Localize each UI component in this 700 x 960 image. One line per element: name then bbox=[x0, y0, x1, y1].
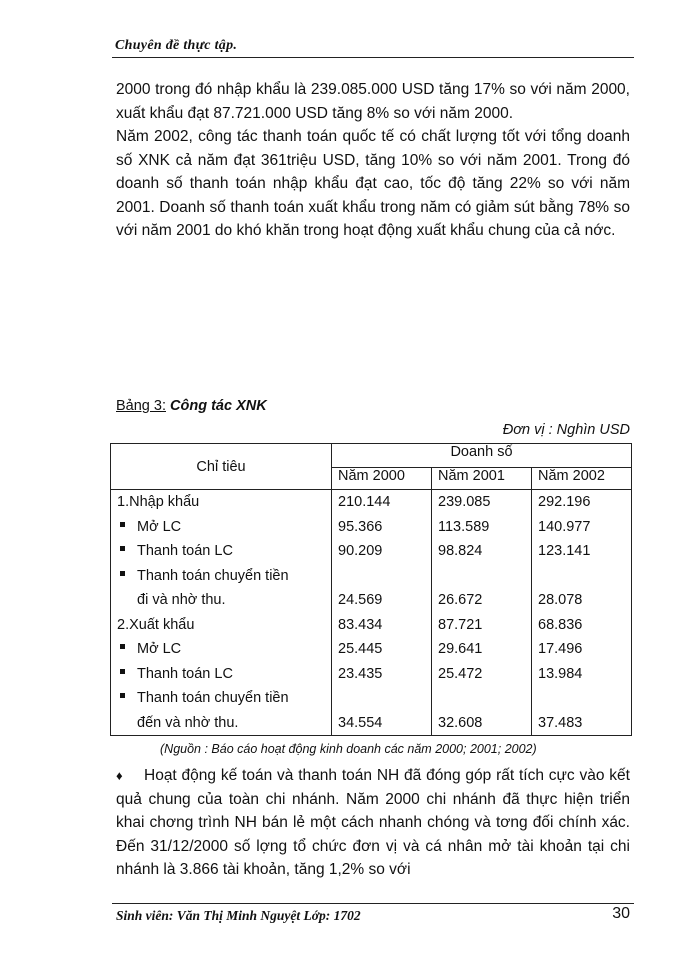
value-cell: 210.144 bbox=[338, 494, 391, 510]
value-cell: 292.196 bbox=[538, 494, 591, 510]
document-header-title: Chuyên đề thực tập. bbox=[115, 38, 238, 53]
value-cell: 140.977 bbox=[538, 518, 591, 535]
criteria-row bbox=[117, 564, 325, 589]
header-year-2000: Năm 2000 bbox=[332, 468, 432, 490]
xnk-table bbox=[110, 443, 632, 736]
value-cell bbox=[438, 686, 525, 711]
criteria-label: Thanh toán chuyển tiền bbox=[137, 690, 289, 706]
value-cell: 24.569 bbox=[338, 592, 383, 608]
criteria-label: Mở LC bbox=[137, 518, 182, 535]
criteria-row bbox=[117, 686, 325, 711]
value-cell bbox=[338, 564, 425, 589]
criteria-row bbox=[117, 539, 325, 564]
page-number: 30 bbox=[612, 905, 630, 922]
value-cell bbox=[338, 686, 425, 711]
paragraph-2 bbox=[116, 764, 630, 882]
header-criteria: Chỉ tiêu bbox=[111, 444, 332, 490]
header-revenue: Doanh số bbox=[332, 444, 632, 468]
criteria-row bbox=[117, 711, 325, 736]
value-cell: 23.435 bbox=[338, 665, 383, 682]
paragraph-1-line-a: 2000 trong đó nhập khẩu là 239.085.000 USD tăng 17% so với năm 2000, xuất khẩu đạt 87.721.000 USD tăng 8% so với năm 2000. bbox=[116, 81, 630, 122]
value-cell: 29.641 bbox=[438, 641, 483, 657]
value-cell: 32.608 bbox=[438, 714, 483, 731]
value-cell bbox=[538, 564, 625, 589]
value-cell: 98.824 bbox=[438, 543, 483, 559]
criteria-column bbox=[111, 490, 332, 736]
value-cell: 17.496 bbox=[538, 641, 583, 657]
criteria-label: đi và nhờ thu. bbox=[137, 592, 226, 608]
criteria-label: Thanh toán chuyển tiền bbox=[137, 567, 289, 584]
criteria-row bbox=[117, 637, 325, 662]
paragraph-2-text: Hoạt động kế toán và thanh toán NH đã đóng góp rất tích cực vào kết quả chung của toàn chi nhánh. Năm 2000 chi nhánh đã thực hiện triển khai chơng trình NH bán lẻ một cách nhanh chóng và tơng đối chính xác. Đến 31/12/2000 số lợng tổ chức đơn vị và cá nhân mở tài khoản tại chi nhánh là 3.866 tài khoản, tăng 1,2% so với bbox=[116, 767, 630, 878]
value-cell: 34.554 bbox=[338, 714, 383, 731]
value-cell: 90.209 bbox=[338, 543, 383, 559]
value-cell: 13.984 bbox=[538, 665, 583, 682]
criteria-label: Thanh toán LC bbox=[137, 665, 233, 682]
criteria-label: 1.Nhập khẩu bbox=[117, 494, 200, 510]
criteria-row bbox=[117, 662, 325, 687]
column-2002 bbox=[532, 490, 632, 736]
value-cell: 95.366 bbox=[338, 518, 383, 535]
value-cell bbox=[438, 564, 525, 589]
value-cell: 26.672 bbox=[438, 592, 483, 608]
value-cell bbox=[538, 686, 625, 711]
footer-author: Sinh viên: Văn Thị Minh Nguyệt Lớp: 1702 bbox=[116, 908, 361, 923]
diamond-bullet-icon bbox=[116, 764, 144, 788]
value-cell: 28.078 bbox=[538, 592, 583, 608]
column-2000 bbox=[332, 490, 432, 736]
value-cell: 25.472 bbox=[438, 665, 483, 682]
table-unit: Đơn vị : Nghìn USD bbox=[502, 422, 630, 438]
table-source: (Nguồn : Báo cáo hoạt động kinh doanh các năm 2000; 2001; 2002) bbox=[160, 742, 537, 756]
value-cell: 25.445 bbox=[338, 641, 383, 657]
paragraph-1-line-b: Năm 2002, công tác thanh toán quốc tế có chất lượng tốt với tổng doanh số XNK cả năm đạt 361triệu USD, tăng 10% so với năm 2001. Trong đó doanh số thanh toán nhập khẩu đạt cao, tốc độ tăng 22% so với năm 2001. Doanh số thanh toán xuất khẩu trong năm có giảm sút bằng 78% so với năm 2001 do khó khăn trong hoạt động xuất khẩu chung của cả nớc. bbox=[116, 128, 630, 239]
header-rule bbox=[112, 57, 634, 58]
value-cell: 239.085 bbox=[438, 494, 491, 510]
header-year-2002: Năm 2002 bbox=[532, 468, 632, 490]
value-cell: 113.589 bbox=[438, 518, 490, 535]
value-cell: 68.836 bbox=[538, 616, 583, 633]
table-caption bbox=[116, 398, 267, 414]
criteria-label: 2.Xuất khẩu bbox=[117, 616, 195, 633]
criteria-row bbox=[117, 588, 325, 613]
criteria-label: Thanh toán LC bbox=[137, 543, 233, 559]
value-cell: 87.721 bbox=[438, 616, 483, 633]
table-caption-number: Bảng 3: bbox=[116, 398, 166, 414]
value-cell: 123.141 bbox=[538, 543, 591, 559]
criteria-row bbox=[117, 515, 325, 540]
paragraph-1 bbox=[116, 78, 630, 243]
criteria-label: đến và nhờ thu. bbox=[137, 714, 239, 731]
column-2001 bbox=[432, 490, 532, 736]
header-year-2001: Năm 2001 bbox=[432, 468, 532, 490]
value-cell: 83.434 bbox=[338, 616, 383, 633]
table-caption-title: Công tác XNK bbox=[170, 398, 267, 414]
criteria-row bbox=[117, 490, 325, 515]
value-cell: 37.483 bbox=[538, 714, 583, 731]
criteria-row bbox=[117, 613, 325, 638]
footer-rule bbox=[112, 903, 634, 904]
criteria-label: Mở LC bbox=[137, 641, 182, 657]
